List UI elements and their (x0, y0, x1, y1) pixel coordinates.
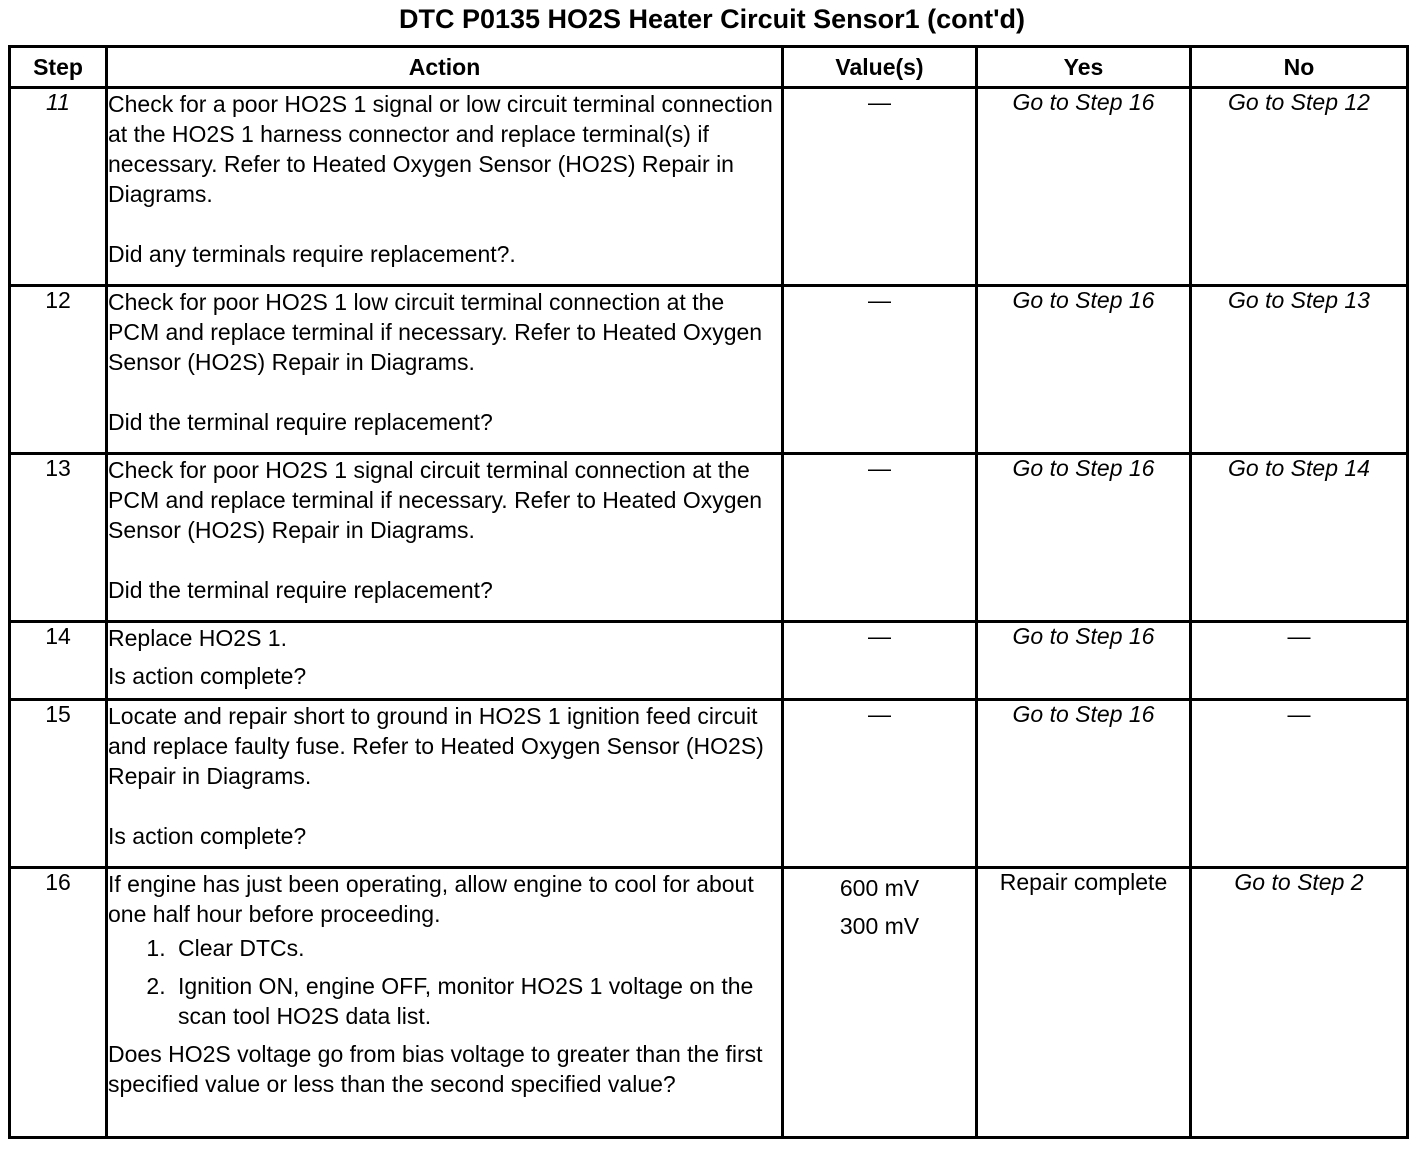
value-cell: — (783, 88, 977, 286)
yes-cell: Go to Step 16 (977, 286, 1191, 454)
yes-cell: Go to Step 16 (977, 700, 1191, 868)
header-row (10, 47, 1408, 88)
table-row-step-12 (10, 286, 1408, 454)
action-text: Replace HO2S 1. (108, 625, 287, 651)
page-title: DTC P0135 HO2S Heater Circuit Sensor1 (cont'd) (398, 4, 1026, 34)
no-cell: Go to Step 13 (1191, 286, 1408, 454)
substep-item: 2. Ignition ON, engine OFF, monitor HO2S 1 voltage on the scan tool HO2S data list. (172, 971, 781, 1031)
no-cell: Go to Step 14 (1191, 454, 1408, 622)
yes-cell: Go to Step 16 (977, 88, 1191, 286)
yes-cell: Go to Step 16 (977, 454, 1191, 622)
value-first: 600 mV (839, 875, 920, 901)
action-question: Did the terminal require replacement? (108, 409, 493, 435)
table-row-step-16 (10, 868, 1408, 1138)
value-cell: — (783, 286, 977, 454)
header-values: Value(s) (783, 47, 977, 88)
header-action: Action (107, 47, 783, 88)
action-text: Check for poor HO2S 1 signal circuit terminal connection at the PCM and replace terminal if necessary. Refer to Heated Oxygen Sensor (HO2S) Repair in Diagrams. (108, 457, 763, 543)
no-cell: — (1191, 700, 1408, 868)
dtc-table (8, 45, 1409, 1139)
value-second: 300 mV (839, 913, 920, 939)
substep-item: 1. Clear DTCs. (172, 933, 781, 963)
table-row-step-11 (10, 88, 1408, 286)
value-cell (783, 868, 977, 1138)
table-row-step-14 (10, 622, 1408, 700)
no-cell: — (1191, 622, 1408, 700)
value-cell: — (783, 454, 977, 622)
value-cell: — (783, 700, 977, 868)
header-no: No (1191, 47, 1408, 88)
action-text: Check for a poor HO2S 1 signal or low circuit terminal connection at the HO2S 1 harness connector and replace terminal(s) if necessary. Refer to Heated Oxygen Sensor (HO2S) Repair in Diagrams. (108, 91, 773, 207)
action-text: Locate and repair short to ground in HO2S 1 ignition feed circuit and replace faulty fuse. Refer to Heated Oxygen Sensor (HO2S) Repair in Diagrams. (108, 703, 764, 789)
value-cell: — (783, 622, 977, 700)
header-yes: Yes (977, 47, 1191, 88)
action-question: Is action complete? (108, 663, 307, 689)
yes-cell: Go to Step 16 (977, 622, 1191, 700)
header-step: Step (10, 47, 107, 88)
action-cell (107, 286, 783, 454)
no-cell: Go to Step 12 (1191, 88, 1408, 286)
substep-list (108, 933, 781, 1031)
action-cell (107, 622, 783, 700)
action-cell (107, 700, 783, 868)
action-question: Does HO2S voltage go from bias voltage to greater than the first specified value or less than the second specified value? (108, 1041, 763, 1097)
action-text: Check for poor HO2S 1 low circuit terminal connection at the PCM and replace terminal if necessary. Refer to Heated Oxygen Sensor (HO2S) Repair in Diagrams. (108, 289, 763, 375)
yes-cell: Repair complete (977, 868, 1191, 1138)
action-cell (107, 454, 783, 622)
action-question: Did the terminal require replacement? (108, 577, 493, 603)
table-row-step-13 (10, 454, 1408, 622)
action-cell (107, 868, 783, 1138)
step-number: 16 (10, 868, 107, 1138)
action-text: If engine has just been operating, allow engine to cool for about one half hour before proceeding. (108, 871, 754, 927)
step-number: 11 (10, 88, 107, 286)
no-cell: Go to Step 2 (1191, 868, 1408, 1138)
step-number: 12 (10, 286, 107, 454)
action-cell (107, 88, 783, 286)
step-number: 13 (10, 454, 107, 622)
step-number: 15 (10, 700, 107, 868)
table-row-step-15 (10, 700, 1408, 868)
step-number: 14 (10, 622, 107, 700)
action-question: Is action complete? (108, 823, 307, 849)
action-question: Did any terminals require replacement?. (108, 241, 516, 267)
